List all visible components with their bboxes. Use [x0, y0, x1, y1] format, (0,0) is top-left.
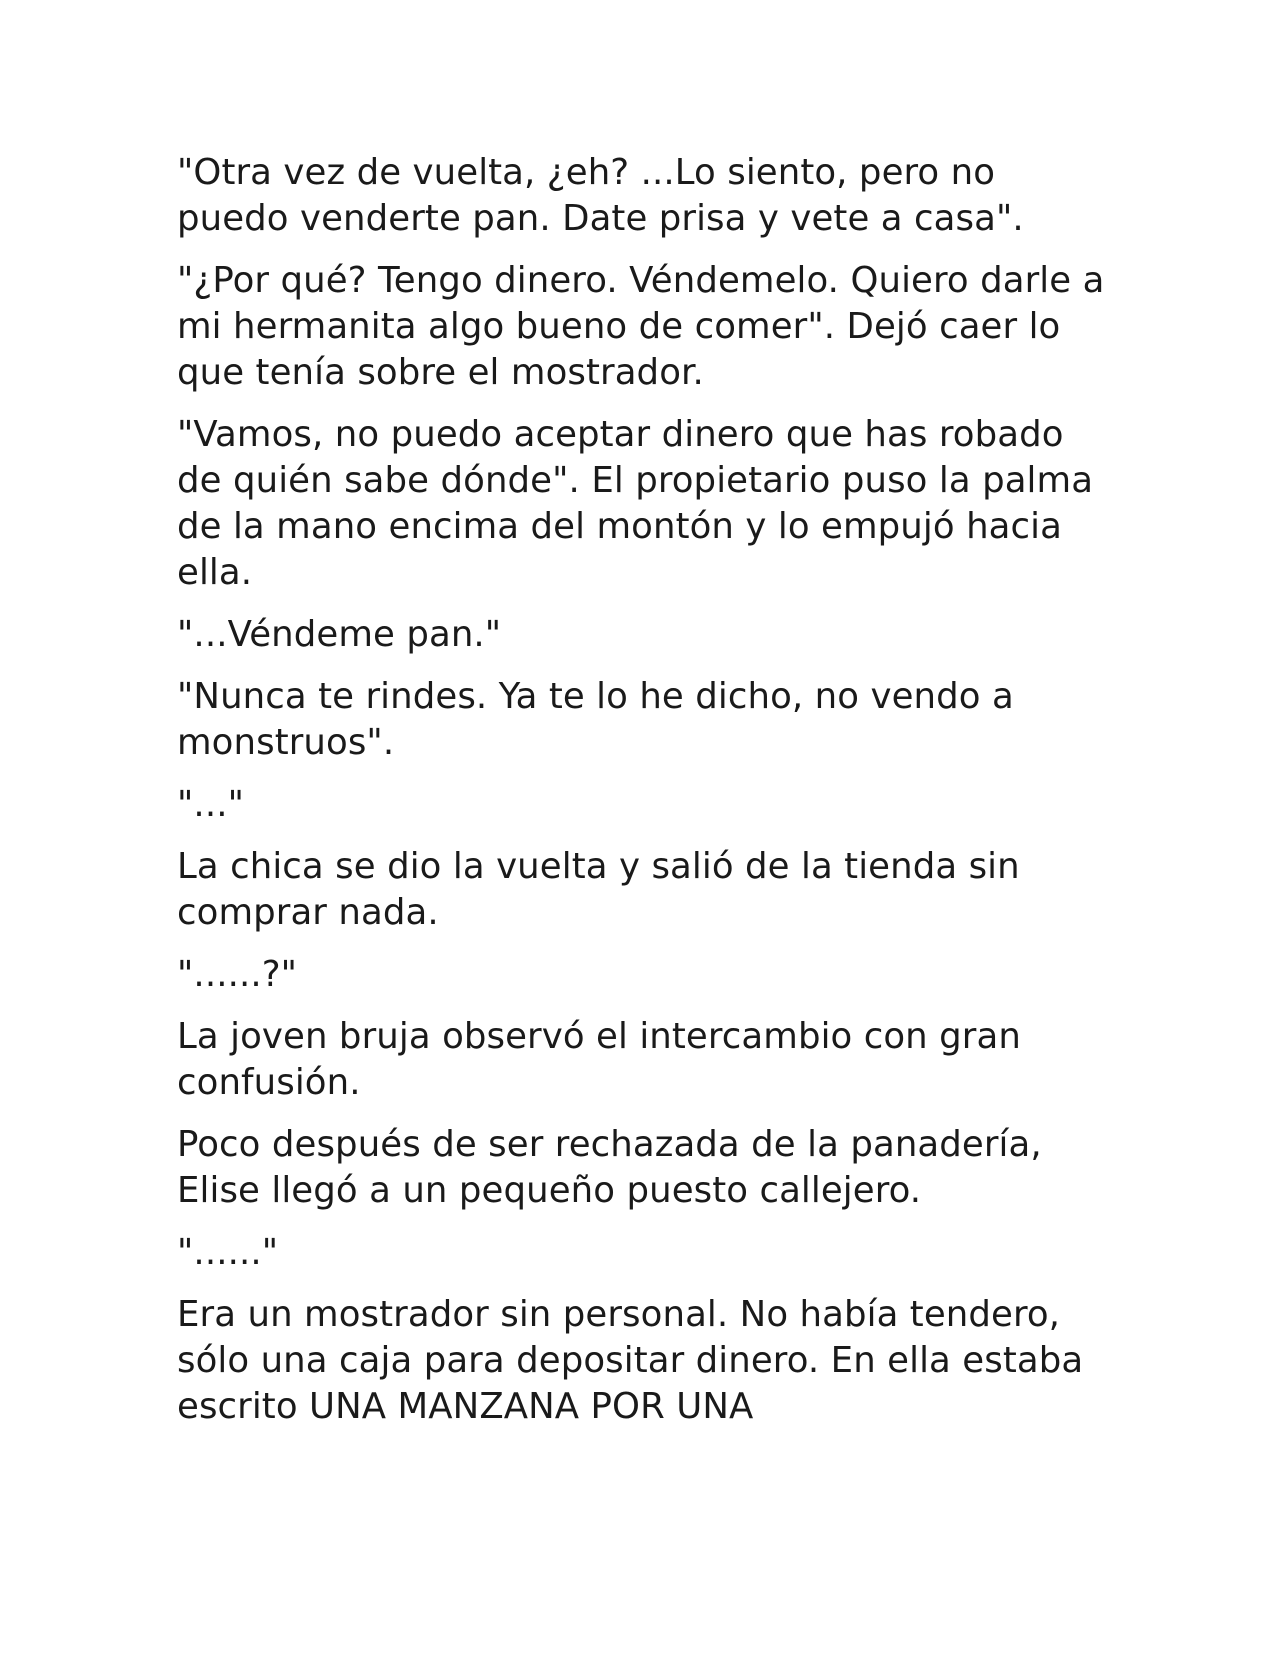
paragraph-1: "Otra vez de vuelta, ¿eh? ...Lo siento, pero no puedo venderte pan. Date prisa y vete a casa". [177, 152, 1024, 239]
paragraph-3: "Vamos, no puedo aceptar dinero que has robado de quién sabe dónde". El propietario puso la palma de la mano encima del montón y lo empujó hacia ella. [177, 414, 1094, 593]
paragraph-7: La chica se dio la vuelta y salió de la tienda sin comprar nada. [177, 846, 1020, 933]
paragraph-5: "Nunca te rindes. Ya te lo he dicho, no vendo a monstruos". [177, 676, 1014, 763]
paragraph-12: Era un mostrador sin personal. No había tendero, sólo una caja para depositar dinero. En ella estaba escrito UNA MANZANA POR UNA [177, 1294, 1084, 1427]
body-text [177, 150, 1117, 1446]
paragraph-2: "¿Por qué? Tengo dinero. Véndemelo. Quiero darle a mi hermanita algo bueno de comer". Dejó caer lo que tenía sobre el mostrador. [177, 260, 1105, 393]
paragraph-6: "..." [177, 784, 245, 825]
paragraph-9: La joven bruja observó el intercambio con gran confusión. [177, 1016, 1021, 1103]
paragraph-8: "......?" [177, 954, 298, 995]
paragraph-11: "......" [177, 1232, 279, 1273]
paragraph-4: "...Véndeme pan." [177, 614, 502, 655]
paragraph-10: Poco después de ser rechazada de la panadería, Elise llegó a un pequeño puesto callejero. [177, 1124, 1042, 1211]
